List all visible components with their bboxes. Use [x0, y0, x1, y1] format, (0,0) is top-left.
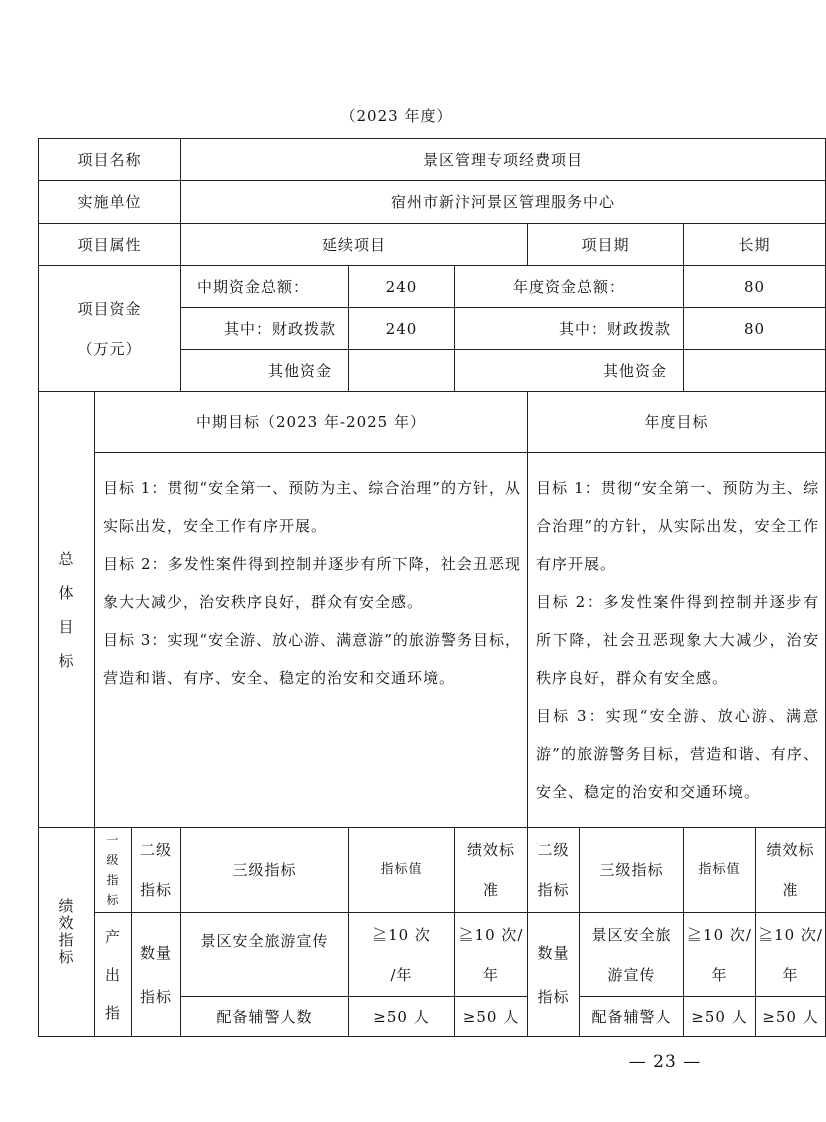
right-item-1 [580, 913, 684, 997]
overall-goal-char: 目 [58, 617, 75, 636]
standard-header-line: 绩效标 [466, 841, 515, 859]
level1-header [95, 828, 132, 913]
std-line: 年 [482, 965, 499, 984]
mid-goal-header: 中期目标（2023 年-2025 年） [95, 392, 528, 453]
perf-label-char: 绩 [58, 897, 75, 915]
quantity-line: 指标 [537, 987, 570, 1006]
mid-other-label: 其他资金 [181, 350, 349, 392]
left-item-1: 景区安全旅游宣传 [181, 913, 349, 997]
fund-label-line1: 项目资金 [77, 299, 142, 318]
item-line: 景区安全旅 [591, 925, 672, 944]
level3-header-left: 三级指标 [181, 828, 349, 913]
level1-char: 级 [106, 853, 120, 867]
year-goals [528, 453, 826, 828]
level2-header-line: 二级 [139, 841, 172, 859]
mid-goal-1: 目标 1：贯彻“安全第一、预防为主、综合治理”的方针，从实际出发，安全工作有序开展。 [103, 479, 521, 535]
left-std-1 [455, 913, 528, 997]
year-goal-header: 年度目标 [528, 392, 826, 453]
value-line: ≧10 次 [372, 925, 431, 944]
fund-label-line2: （万元） [77, 339, 142, 358]
left-value-1 [349, 913, 455, 997]
output-char: 指 [104, 1003, 121, 1022]
standard-header-left [455, 828, 528, 913]
value-line: /年 [390, 965, 413, 984]
std-line: 年 [782, 965, 799, 984]
mid-fiscal-label: 其中：财政拨款 [181, 308, 349, 350]
item-line: 游宣传 [607, 965, 656, 984]
mid-goals [95, 453, 528, 828]
mid-total-label: 中期资金总额： [181, 266, 349, 308]
budget-performance-table [38, 138, 826, 1037]
std-line: ≧10 次/ [758, 925, 823, 944]
year-goal-3: 目标 3：实现“安全游、放心游、满意游”的旅游警务目标，营造和谐、有序、安全、稳定的治安和交通环境。 [536, 707, 820, 801]
year-other-label: 其他资金 [455, 350, 684, 392]
attr-value: 延续项目 [181, 224, 528, 266]
year-goal-2: 目标 2：多发性案件得到控制并逐步有所下降，社会丑恶现象大大减少，治安秩序良好，群众有安全感。 [536, 593, 820, 687]
year-total-label: 年度资金总额： [455, 266, 684, 308]
quantity-indicator-left [132, 913, 181, 1037]
right-value-2: ≥50 人 [684, 997, 756, 1037]
std-line: ≧10 次/ [458, 925, 524, 944]
quantity-line: 数量 [139, 943, 172, 962]
year-total-value: 80 [684, 266, 826, 308]
year-fiscal-value: 80 [684, 308, 826, 350]
standard-header-line: 准 [782, 881, 799, 899]
attr-label: 项目属性 [39, 224, 181, 266]
project-name-value: 景区管理专项经费项目 [181, 139, 826, 181]
level2-header-line: 指标 [139, 881, 172, 899]
overall-goal-label [39, 392, 95, 828]
level2-header-right [528, 828, 580, 913]
output-indicator [95, 913, 132, 1037]
period-value: 长期 [684, 224, 826, 266]
perf-label-char: 效 [58, 914, 75, 932]
right-value-1 [684, 913, 756, 997]
perf-label-char: 标 [58, 948, 75, 966]
standard-header-right [756, 828, 826, 913]
right-std-1 [756, 913, 826, 997]
standard-header-line: 准 [482, 881, 499, 899]
year-fiscal-label: 其中：财政拨款 [455, 308, 684, 350]
overall-goal-char: 总 [58, 549, 75, 568]
left-item-2: 配备辅警人数 [181, 997, 349, 1037]
overall-goal-char: 标 [58, 651, 75, 670]
perf-label-char: 指 [58, 931, 75, 949]
left-std-2: ≥50 人 [455, 997, 528, 1037]
page-number: — 23 — [628, 1052, 702, 1072]
level2-header-left [132, 828, 181, 913]
year-goal-1: 目标 1：贯彻“安全第一、预防为主、综合治理”的方针，从实际出发，安全工作有序开展。 [536, 479, 820, 573]
year-other-value [684, 350, 826, 392]
level1-char: 指 [106, 873, 120, 887]
project-name-label: 项目名称 [39, 139, 181, 181]
level1-char: 一 [106, 833, 120, 847]
right-std-2: ≥50 人 [756, 997, 826, 1037]
unit-value: 宿州市新汴河景区管理服务中心 [181, 181, 826, 224]
output-char: 出 [104, 965, 121, 984]
value-header-left: 指标值 [349, 828, 455, 913]
left-value-2: ≥50 人 [349, 997, 455, 1037]
value-line: ≧10 次/ [687, 925, 752, 944]
quantity-line: 数量 [537, 943, 570, 962]
perf-label [39, 828, 95, 1037]
mid-goal-2: 目标 2：多发性案件得到控制并逐步有所下降，社会丑恶现象大大减少，治安秩序良好，群众有安全感。 [103, 555, 521, 611]
mid-fiscal-value: 240 [349, 308, 455, 350]
value-header-right: 指标值 [684, 828, 756, 913]
standard-header-line: 绩效标 [766, 841, 815, 859]
value-line: 年 [711, 965, 728, 984]
level2-header-line: 指标 [537, 881, 570, 899]
quantity-indicator-right [528, 913, 580, 1037]
level2-header-line: 二级 [537, 841, 570, 859]
output-char: 产 [104, 927, 121, 946]
year-caption: （2023 年度） [340, 107, 453, 125]
fund-label [39, 266, 181, 392]
level1-char: 标 [106, 893, 120, 907]
mid-total-value: 240 [349, 266, 455, 308]
level3-header-right: 三级指标 [580, 828, 684, 913]
overall-goal-char: 体 [58, 583, 75, 602]
mid-other-value [349, 350, 455, 392]
period-label: 项目期 [528, 224, 684, 266]
quantity-line: 指标 [139, 987, 172, 1006]
unit-label: 实施单位 [39, 181, 181, 224]
mid-goal-3: 目标 3：实现“安全游、放心游、满意游”的旅游警务目标，营造和谐、有序、安全、稳定的治安和交通环境。 [103, 631, 521, 687]
right-item-2: 配备辅警人 [580, 997, 684, 1037]
